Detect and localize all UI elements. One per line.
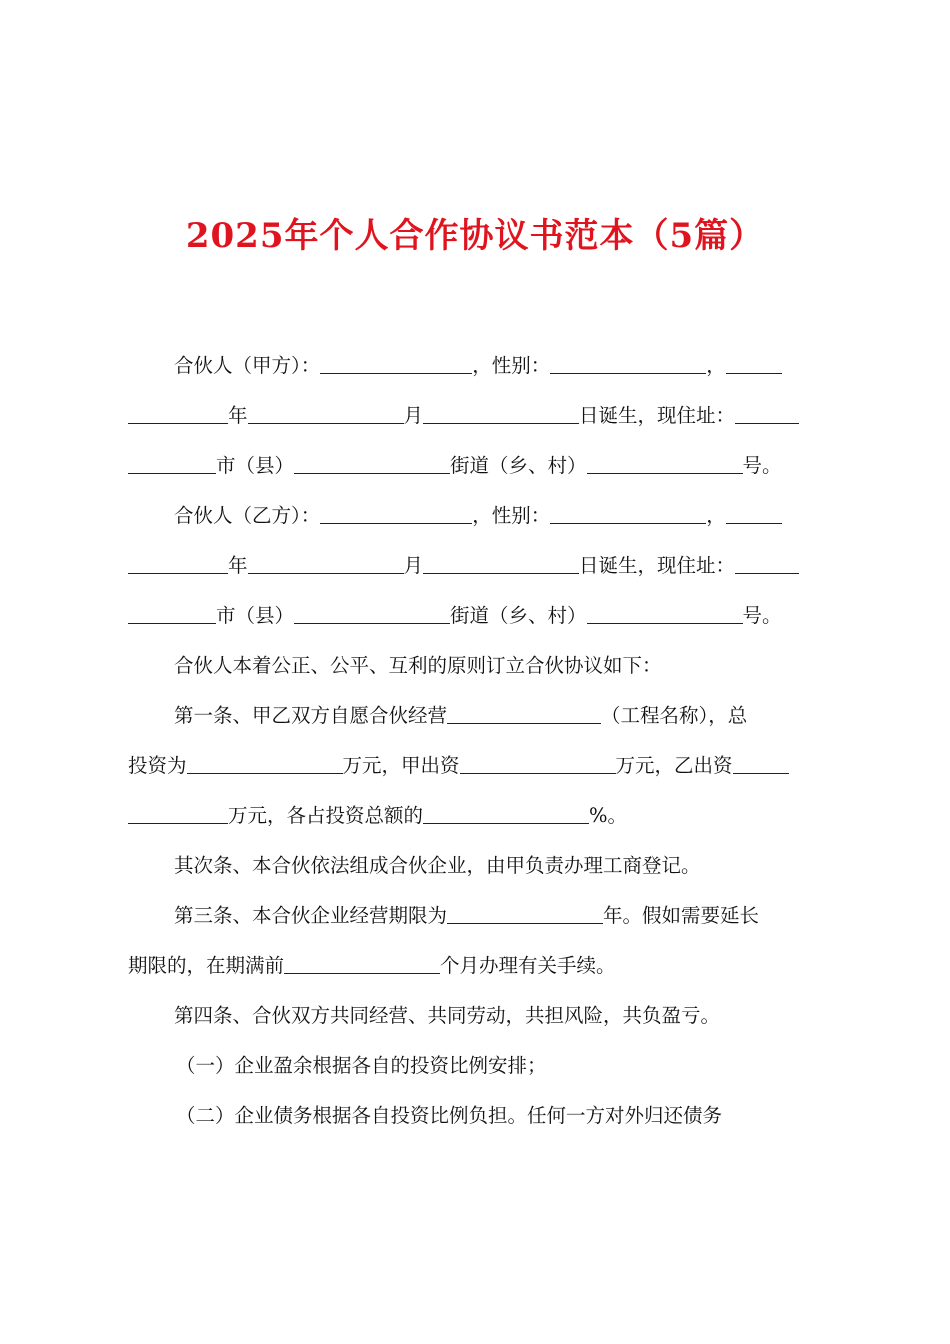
line-text: 年 <box>228 404 248 427</box>
fill-blank[interactable] <box>726 355 782 374</box>
fill-blank[interactable] <box>128 455 216 474</box>
fill-blank[interactable] <box>248 555 404 574</box>
line-text: ，性别： <box>472 354 551 377</box>
text-line <box>174 353 832 379</box>
text-line <box>174 853 832 879</box>
fill-blank[interactable] <box>320 355 472 374</box>
text-line <box>128 553 832 579</box>
line-text: ，性别： <box>472 504 551 527</box>
line-text: 年。假如需要延长 <box>603 904 760 927</box>
line-text: 市（县） <box>216 454 295 477</box>
fill-blank[interactable] <box>423 805 589 824</box>
text-line <box>174 703 832 729</box>
text-line <box>176 1053 880 1079</box>
document-title: 2025年个人合作协议书范本（5篇） <box>185 216 765 256</box>
line-text: 万元，甲出资 <box>342 754 460 777</box>
line-text: 街道（乡、村） <box>450 604 587 627</box>
line-text: 街道（乡、村） <box>450 454 587 477</box>
line-text: 期限的，在期满前 <box>128 954 285 977</box>
line-text: 日诞生，现住址： <box>579 404 736 427</box>
text-line <box>174 653 832 679</box>
line-text: ， <box>706 504 726 527</box>
line-text: （一）企业盈余根据各自的投资比例安排； <box>176 1054 547 1077</box>
fill-blank[interactable] <box>128 805 228 824</box>
fill-blank[interactable] <box>128 605 216 624</box>
text-line <box>128 753 832 779</box>
line-text: 万元，乙出资 <box>615 754 733 777</box>
line-text: 合伙人（乙方）： <box>174 504 321 527</box>
fill-blank[interactable] <box>294 455 450 474</box>
text-line <box>128 603 832 629</box>
line-text: 第一条、甲乙双方自愿合伙经营 <box>174 704 448 727</box>
fill-blank[interactable] <box>423 405 579 424</box>
fill-blank[interactable] <box>320 505 472 524</box>
fill-blank[interactable] <box>550 355 706 374</box>
fill-blank[interactable] <box>735 555 799 574</box>
text-line <box>174 1003 832 1029</box>
line-text: 其次条、本合伙依法组成合伙企业，由甲负责办理工商登记。 <box>174 854 701 877</box>
fill-blank[interactable] <box>294 605 450 624</box>
line-text: 月 <box>403 404 424 427</box>
fill-blank[interactable] <box>460 755 616 774</box>
text-line <box>174 503 832 529</box>
fill-blank[interactable] <box>550 505 706 524</box>
line-text: 月 <box>403 554 424 577</box>
line-text: 第三条、本合伙企业经营期限为 <box>174 904 448 927</box>
text-line <box>128 803 832 829</box>
line-text: 年 <box>228 554 248 577</box>
fill-blank[interactable] <box>447 905 603 924</box>
line-text: 第四条、合伙双方共同经营、共同劳动，共担风险，共负盈亏。 <box>174 1004 721 1027</box>
fill-blank[interactable] <box>447 705 601 724</box>
fill-blank[interactable] <box>733 755 789 774</box>
fill-blank[interactable] <box>587 605 743 624</box>
line-text: （工程名称），总 <box>601 704 748 727</box>
line-text: 万元，各占投资总额的 <box>228 804 424 827</box>
fill-blank[interactable] <box>248 405 404 424</box>
line-text: 合伙人（甲方）： <box>174 354 321 377</box>
text-line <box>128 953 832 979</box>
line-text: ， <box>706 354 726 377</box>
line-text: 个月办理有关手续。 <box>440 954 616 977</box>
text-line <box>174 903 832 929</box>
fill-blank[interactable] <box>735 405 799 424</box>
line-text: （二）企业债务根据各自投资比例负担。任何一方对外归还债务 <box>176 1104 723 1127</box>
text-line <box>176 1103 832 1129</box>
line-text: 号。 <box>742 454 782 477</box>
fill-blank[interactable] <box>423 555 579 574</box>
line-text: %。 <box>589 804 628 827</box>
fill-blank[interactable] <box>284 955 440 974</box>
text-line <box>128 403 832 429</box>
fill-blank[interactable] <box>128 555 228 574</box>
line-text: 日诞生，现住址： <box>579 554 736 577</box>
fill-blank[interactable] <box>726 505 782 524</box>
text-line <box>128 453 832 479</box>
fill-blank[interactable] <box>587 455 743 474</box>
line-text: 合伙人本着公正、公平、互利的原则订立合伙协议如下： <box>174 654 662 677</box>
line-text: 投资为 <box>128 754 187 777</box>
line-text: 市（县） <box>216 604 295 627</box>
line-text: 号。 <box>742 604 782 627</box>
fill-blank[interactable] <box>128 405 228 424</box>
fill-blank[interactable] <box>187 755 343 774</box>
